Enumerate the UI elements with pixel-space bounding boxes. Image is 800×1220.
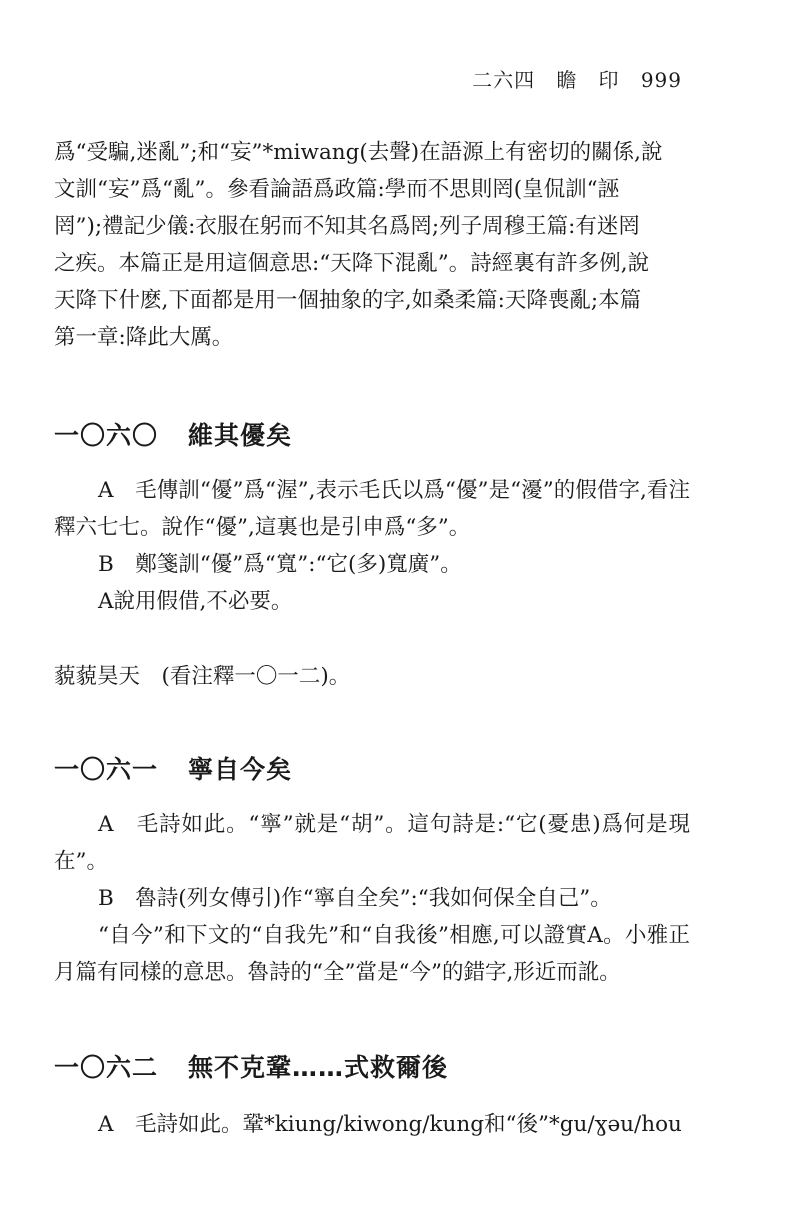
section-body	[54, 1106, 690, 1143]
section-body	[54, 806, 690, 991]
section-title: 維其優矣	[188, 421, 293, 450]
intro-line: 爲“受騙,迷亂”;和“妄”*miwang(去聲)在語源上有密切的關係,說	[54, 140, 663, 165]
note-text: 藐藐昊天 (看注釋一〇一二)。	[54, 664, 351, 689]
intro-line: 之疾。本篇正是用這個意思:“天降下混亂”。詩經裏有許多例,說	[54, 251, 650, 276]
paragraph: A說用假借,不必要。	[98, 589, 293, 614]
section-heading	[54, 750, 292, 786]
paragraph: A 毛詩如此。“寧”就是“胡”。這句詩是:“它(憂患)爲何是現在”。	[54, 812, 690, 874]
intro-line: 文訓“妄”爲“亂”。參看論語爲政篇:學而不思則罔(皇侃訓“誣	[54, 177, 620, 202]
section-heading	[54, 416, 292, 452]
section-title: 寧自今矣	[188, 755, 293, 784]
paragraph: “自今”和下文的“自我先”和“自我後”相應,可以證實A。小雅正月篇有同樣的意思。魯詩的“全”當是“今”的錯字,形近而訛。	[54, 923, 690, 985]
section-number: 一〇六二	[54, 1053, 159, 1082]
paragraph: B 鄭箋訓“優”爲“寬”:“它(多)寬廣”。	[98, 552, 462, 577]
section-title: 無不克鞏……式救爾後	[188, 1053, 449, 1082]
header-section-title: 瞻 印	[556, 68, 620, 92]
cross-reference-note	[54, 658, 690, 695]
intro-paragraph	[54, 134, 690, 356]
intro-line: 第一章:降此大厲。	[54, 325, 234, 350]
running-header	[458, 64, 682, 93]
section-number: 一〇六〇	[54, 421, 159, 450]
paragraph: B 魯詩(列女傳引)作“寧自全矣”:“我如何保全自己”。	[98, 886, 612, 911]
intro-line: 罔”);禮記少儀:衣服在躬而不知其名爲罔;列子周穆王篇:有迷罔	[54, 214, 640, 239]
header-section-number: 二六四	[472, 68, 536, 92]
header-page-number: 999	[640, 68, 682, 92]
section-heading	[54, 1048, 448, 1084]
section-number: 一〇六一	[54, 755, 159, 784]
intro-line: 天降下什麽,下面都是用一個抽象的字,如桑柔篇:天降喪亂;本篇	[54, 288, 642, 313]
paragraph: A 毛傳訓“優”爲“渥”,表示毛氏以爲“優”是“瀀”的假借字,看注釋六七七。說作“優”,這裏也是引申爲“多”。	[54, 478, 690, 540]
paragraph: A 毛詩如此。鞏*kiung/kiwong/kung和“後”*gu/ɣəu/hou	[98, 1112, 682, 1137]
section-body	[54, 472, 690, 620]
